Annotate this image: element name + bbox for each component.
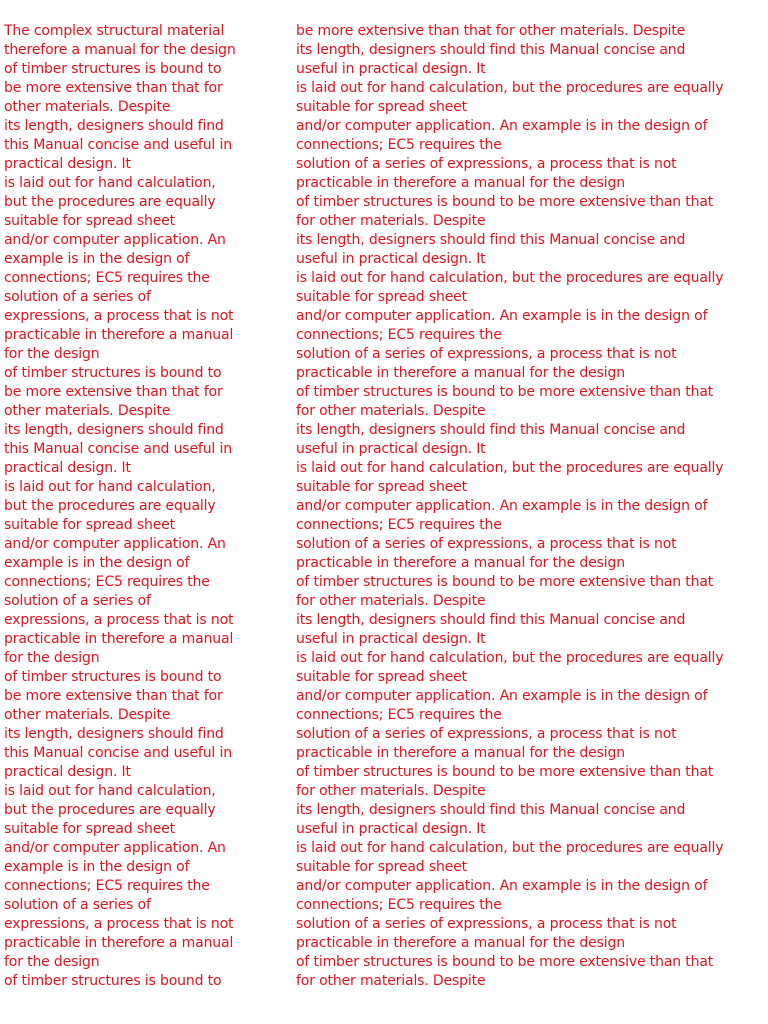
text-line: of timber structures is bound to be more extensive than that [296,954,714,970]
text-line: practicable in therefore a manual for the design [296,175,625,191]
text-line: its length, designers should find this Manual concise and [296,612,686,628]
text-line: its length, designers should find this Manual concise and [296,802,686,818]
text-line: of timber structures is bound to be more extensive than that [296,194,714,210]
text-line: practicable in therefore a manual for the design [296,745,625,761]
text-line: for other materials. Despite [296,403,486,419]
text-line: is laid out for hand calculation, but the procedures are equally [296,80,724,96]
text-line: and/or computer application. An example is in the design of [296,688,708,704]
text-line: this Manual concise and useful in [4,441,232,457]
text-line: be more extensive than that for [4,80,223,96]
text-line: expressions, a process that is not [4,308,234,324]
text-line: suitable for spread sheet [4,213,175,229]
text-line: be more extensive than that for [4,688,223,704]
text-line: of timber structures is bound to [4,61,222,77]
text-line: is laid out for hand calculation, [4,783,216,799]
text-line: and/or computer application. An [4,536,226,552]
text-line: useful in practical design. It [296,61,486,77]
text-line: and/or computer application. An example is in the design of [296,498,708,514]
text-line: practicable in therefore a manual for the design [296,935,625,951]
text-line: practicable in therefore a manual [4,327,234,343]
text-line: its length, designers should find [4,422,224,438]
text-line: for the design [4,346,100,362]
text-line: solution of a series of [4,897,151,913]
text-line: but the procedures are equally [4,194,216,210]
text-line: this Manual concise and useful in [4,745,232,761]
text-line: suitable for spread sheet [296,99,467,115]
text-line: be more extensive than that for other materials. Despite [296,23,686,39]
text-line: and/or computer application. An example is in the design of [296,878,708,894]
text-line: this Manual concise and useful in [4,137,232,153]
text-line: for other materials. Despite [296,213,486,229]
text-line: for other materials. Despite [296,593,486,609]
text-line: example is in the design of [4,859,190,875]
text-line: other materials. Despite [4,707,171,723]
text-line: and/or computer application. An [4,840,226,856]
text-line: for other materials. Despite [296,783,486,799]
text-line: for other materials. Despite [296,973,486,989]
text-line: and/or computer application. An example is in the design of [296,308,708,324]
text-line: practicable in therefore a manual [4,935,234,951]
text-line: connections; EC5 requires the [4,878,210,894]
text-line: connections; EC5 requires the [4,270,210,286]
text-line: useful in practical design. It [296,251,486,267]
text-line: expressions, a process that is not [4,612,234,628]
text-line: is laid out for hand calculation, but the procedures are equally [296,270,724,286]
text-line: expressions, a process that is not [4,916,234,932]
text-line: its length, designers should find this Manual concise and [296,42,686,58]
text-line: suitable for spread sheet [296,669,467,685]
text-line: of timber structures is bound to [4,973,222,989]
text-line: of timber structures is bound to [4,669,222,685]
text-line: suitable for spread sheet [296,289,467,305]
right-text-column [296,22,762,991]
text-line: solution of a series of expressions, a process that is not [296,726,677,742]
text-line: of timber structures is bound to be more extensive than that [296,384,714,400]
text-line: practical design. It [4,156,131,172]
text-line: be more extensive than that for [4,384,223,400]
text-line: example is in the design of [4,251,190,267]
text-line: suitable for spread sheet [4,821,175,837]
text-line: is laid out for hand calculation, but the procedures are equally [296,460,724,476]
text-line: solution of a series of [4,593,151,609]
text-line: connections; EC5 requires the [296,897,502,913]
text-line: connections; EC5 requires the [4,574,210,590]
text-line: is laid out for hand calculation, but the procedures are equally [296,650,724,666]
text-line: for the design [4,954,100,970]
text-line: of timber structures is bound to be more extensive than that [296,764,714,780]
text-line: practical design. It [4,764,131,780]
text-line: other materials. Despite [4,403,171,419]
text-line: its length, designers should find [4,118,224,134]
text-line: suitable for spread sheet [296,479,467,495]
text-line: suitable for spread sheet [4,517,175,533]
text-line: practicable in therefore a manual [4,631,234,647]
text-line: practicable in therefore a manual for the design [296,365,625,381]
text-line: but the procedures are equally [4,802,216,818]
text-line: of timber structures is bound to [4,365,222,381]
text-line: solution of a series of expressions, a process that is not [296,346,677,362]
text-line: is laid out for hand calculation, [4,175,216,191]
text-line: useful in practical design. It [296,441,486,457]
text-line: useful in practical design. It [296,821,486,837]
text-line: is laid out for hand calculation, but the procedures are equally [296,840,724,856]
text-line: and/or computer application. An example is in the design of [296,118,708,134]
text-line: connections; EC5 requires the [296,137,502,153]
text-line: other materials. Despite [4,99,171,115]
text-line: of timber structures is bound to be more extensive than that [296,574,714,590]
text-line: suitable for spread sheet [296,859,467,875]
text-line: its length, designers should find this Manual concise and [296,422,686,438]
text-line: The complex structural material [4,23,225,39]
text-line: practicable in therefore a manual for the design [296,555,625,571]
text-line: its length, designers should find [4,726,224,742]
text-line: connections; EC5 requires the [296,707,502,723]
text-line: its length, designers should find this Manual concise and [296,232,686,248]
text-line: connections; EC5 requires the [296,327,502,343]
text-line: connections; EC5 requires the [296,517,502,533]
text-line: solution of a series of expressions, a process that is not [296,156,677,172]
text-line: solution of a series of [4,289,151,305]
text-line: solution of a series of expressions, a process that is not [296,916,677,932]
text-line: example is in the design of [4,555,190,571]
text-line: for the design [4,650,100,666]
text-line: is laid out for hand calculation, [4,479,216,495]
text-line: but the procedures are equally [4,498,216,514]
text-line: and/or computer application. An [4,232,226,248]
text-line: practical design. It [4,460,131,476]
text-line: solution of a series of expressions, a process that is not [296,536,677,552]
text-line: therefore a manual for the design [4,42,236,58]
text-line: useful in practical design. It [296,631,486,647]
left-text-column [4,22,284,991]
